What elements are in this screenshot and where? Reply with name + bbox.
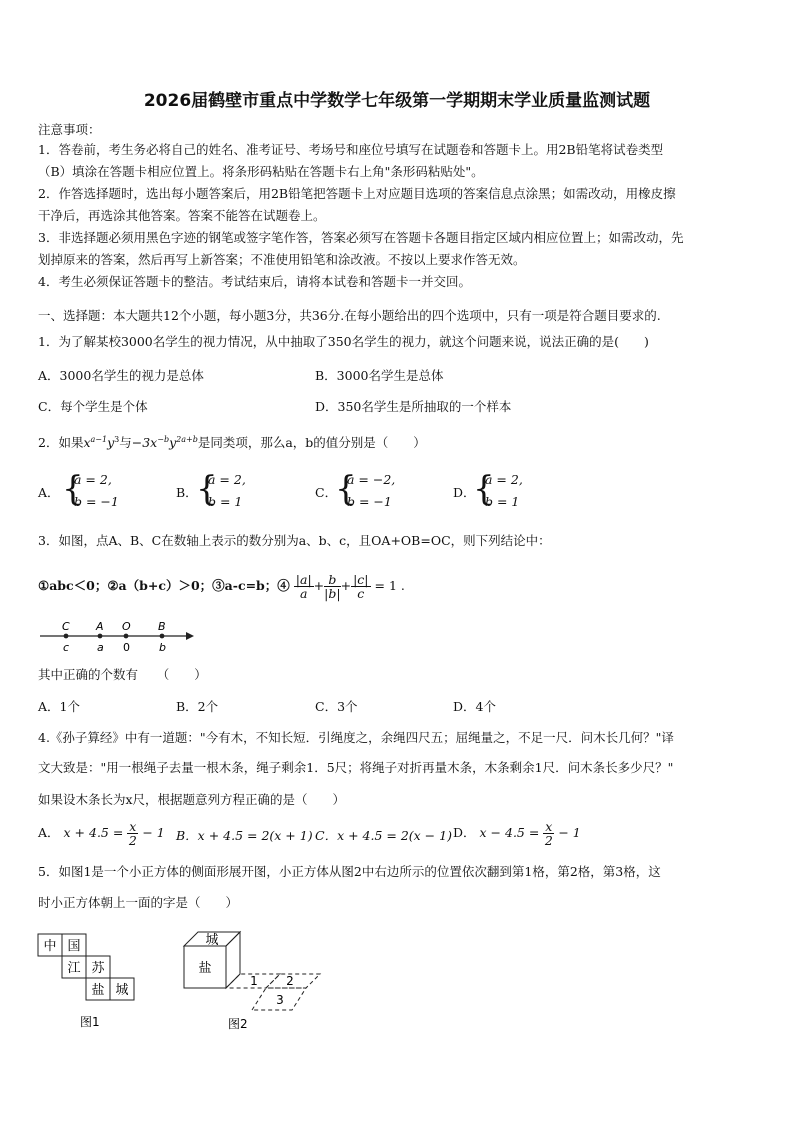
q2-option-d-row1: a = 2, — [485, 472, 523, 487]
q2-term2: −3x — [131, 435, 158, 451]
q4-option-b: B．x + 4.5 = 2(x + 1) — [176, 828, 313, 843]
q3-frac-1: $\frac{|a|}{a}$ — [295, 572, 312, 601]
q3-number-line — [36, 618, 206, 658]
q2-option-a-brace: { — [62, 469, 84, 509]
label-C: C — [62, 620, 70, 633]
notice-line-6: 划掉原来的答案，然后再写上新答案；不准使用铅笔和涂改液。不按以上要求作答无效。 — [38, 252, 526, 267]
q2-option-c-label: C． — [315, 485, 338, 500]
q1-stem: 1．为了解某校3000名学生的视力情况，从中抽取了350名学生的视力，就这个问题来说，说法正确的是( ) — [38, 334, 649, 349]
q2-option-a-label: A． — [38, 485, 60, 500]
q5-line-1: 5．如图1是一个小正方体的侧面形展开图，小正方体从图2中右边所示的位置依次翻到第1格，第2格，第3格，这 — [38, 864, 661, 879]
point-b-dot — [160, 634, 165, 639]
q3-option-b: B．2个 — [176, 699, 219, 714]
q4-option-d-label: D． — [453, 825, 476, 840]
q2-option-a — [38, 470, 158, 514]
q3-option-d: D．4个 — [453, 699, 496, 714]
point-o-dot — [124, 634, 129, 639]
page-title: 2026届鹤壁市重点中学数学七年级第一学期期末学业质量监测试题 — [143, 91, 651, 111]
q2-term1-yexp: 3 — [114, 435, 120, 444]
q2-option-a-row2: b = −1 — [74, 494, 119, 509]
q2-term1-exp: a−1 — [90, 435, 108, 444]
q1-option-d: D．350名学生是所抽取的一个样本 — [315, 399, 512, 414]
q3-option-c: C．3个 — [315, 699, 358, 714]
point-c-dot — [64, 634, 69, 639]
q2-term1-y: y — [107, 435, 115, 451]
label-B: B — [158, 620, 166, 633]
q4-line-2: 文大致是："用一根绳子去量一根木条，绳子剩余1．5尺；将绳子对折再量木条，木条剩余1尺．问木条长多少尺？" — [38, 760, 674, 775]
q4-option-a-label: A． — [38, 825, 60, 840]
q2-term2-yexp: 2a+b — [176, 435, 198, 444]
net-cell-2: 国 — [67, 939, 81, 954]
q2-option-d-row2: b = 1 — [485, 494, 520, 509]
q5-line-2: 时小正方体朝上一面的字是（ ） — [38, 895, 239, 910]
q2-option-d-label: D． — [453, 485, 476, 500]
q2-option-b-row1: a = 2, — [208, 472, 246, 487]
q2-connector: 与 — [119, 435, 132, 451]
q2-option-c-brace: { — [335, 469, 357, 509]
q2-option-b — [176, 470, 296, 514]
cell-3-label: 3 — [276, 993, 284, 1007]
q2-stem — [38, 432, 426, 451]
q3-conditions: ①abc＜0；②a（b+c）＞0；③a-c=b；④ $\frac{|a|}{a}$ + $\frac{b}{|b|}$ + $\frac{|c|}{c}$ = 1 . — [38, 572, 405, 601]
q4-option-c: C．x + 4.5 = 2(x − 1) — [315, 828, 452, 843]
q3-frac-3: $\frac{|c|}{c}$ — [353, 572, 369, 601]
q3-eq-tail: = 1 — [374, 578, 397, 593]
figure-2-caption: 图2 — [228, 1017, 248, 1031]
cube-top-text: 城 — [205, 933, 219, 948]
cube-front-text: 盐 — [198, 961, 212, 976]
q3-stem: 3．如图，点A、B、C在数轴上表示的数分别为a、b、c，且OA+OB=OC，则下列结论中： — [38, 533, 551, 548]
q4-option-a — [38, 818, 165, 848]
q2-term1-base: x — [83, 435, 91, 451]
q4-option-d-tail: − 1 — [558, 825, 581, 840]
notice-line-1: 1．答卷前，考生务必将自己的姓名、准考证号、考场号和座位号填写在试题卷和答题卡上。用2B铅笔将试卷类型 — [38, 142, 664, 157]
label-O: O — [122, 620, 131, 633]
net-cell-4: 苏 — [91, 961, 105, 976]
notice-line-2: （B）填涂在答题卡相应位置上。将条形码粘贴在答题卡右上角"条形码粘贴处"。 — [38, 164, 484, 179]
notice-heading: 注意事项： — [38, 122, 101, 137]
q4-option-d-expr: x − 4.5 = — [479, 825, 540, 840]
net-cell-1: 中 — [43, 939, 57, 954]
q2-option-c — [315, 470, 445, 514]
q2-option-d-brace: { — [473, 469, 495, 509]
q3-question: 其中正确的个数有 （ ） — [38, 667, 207, 682]
q1-option-a: A．3000名学生的视力是总体 — [38, 368, 204, 383]
label-A: A — [96, 620, 104, 633]
q2-option-b-row2: b = 1 — [208, 494, 243, 509]
q2-term2-exp: −b — [157, 435, 170, 444]
cell-1-label: 1 — [250, 974, 258, 988]
cell-2-label: 2 — [286, 974, 294, 988]
q2-option-b-brace: { — [196, 469, 218, 509]
q2-option-d — [453, 470, 573, 514]
q4-option-a-frac: $\frac{x}{2}$ — [128, 819, 137, 848]
q2-stem-prefix: 2．如果 — [38, 435, 84, 451]
value-0: 0 — [123, 641, 130, 654]
q4-option-a-expr: x + 4.5 = — [63, 825, 124, 840]
point-a-dot — [98, 634, 103, 639]
section-heading: 一、选择题：本大题共12个小题，每小题3分，共36分.在每小题给出的四个选项中，只有一项是符合题目要求的. — [38, 308, 661, 323]
q1-option-b: B．3000名学生是总体 — [315, 368, 444, 383]
net-cell-6: 城 — [115, 983, 129, 998]
q4-option-d — [453, 818, 581, 848]
q2-option-a-row1: a = 2, — [74, 472, 112, 487]
q5-figure-2-cube — [180, 926, 330, 1034]
q3-conditions-text: ①abc＜0；②a（b+c）＞0；③a-c=b；④ — [38, 578, 290, 593]
notice-line-5: 3．非选择题必须用黑色字迹的钢笔或签字笔作答，答案必须写在答题卡各题目指定区域内相应位置上；如需改动，先 — [38, 230, 684, 245]
q2-stem-suffix: 是同类项，那么a，b的值分别是（ ） — [197, 435, 426, 451]
q1-option-c: C．每个学生是个体 — [38, 399, 148, 414]
q4-option-d-frac: $\frac{x}{2}$ — [544, 819, 553, 848]
q5-figure-1-net — [36, 932, 146, 1032]
notice-line-4: 干净后，再选涂其他答案。答案不能答在试题卷上。 — [38, 208, 326, 223]
q4-option-a-tail: − 1 — [142, 825, 165, 840]
q2-option-b-label: B． — [176, 485, 198, 500]
q2-option-c-row2: b = −1 — [347, 494, 392, 509]
q3-frac-2: $\frac{b}{|b|}$ — [324, 572, 341, 601]
number-line-arrow — [186, 632, 194, 640]
value-a: a — [97, 641, 104, 654]
q4-line-1: 4.《孙子算经》中有一道题："今有木，不知长短．引绳度之，余绳四尺五；屈绳量之，不足一尺．问木长几何？"译 — [38, 730, 674, 745]
q2-option-c-row1: a = −2, — [347, 472, 396, 487]
value-b: b — [159, 641, 166, 654]
notice-line-3: 2．作答选择题时，选出每小题答案后，用2B铅笔把答题卡上对应题目选项的答案信息点涂黑；如需改动，用橡皮擦 — [38, 186, 676, 201]
notice-line-7: 4．考生必须保证答题卡的整洁。考试结束后，请将本试卷和答题卡一并交回。 — [38, 274, 471, 289]
net-cell-3: 江 — [67, 961, 81, 976]
value-c: c — [63, 641, 70, 654]
net-cell-5: 盐 — [91, 983, 105, 998]
figure-1-caption: 图1 — [80, 1015, 100, 1029]
q3-option-a: A．1个 — [38, 699, 80, 714]
q4-line-3: 如果设木条长为x尺，根据题意列方程正确的是（ ） — [38, 792, 346, 807]
q2-term2-y: y — [169, 435, 177, 451]
